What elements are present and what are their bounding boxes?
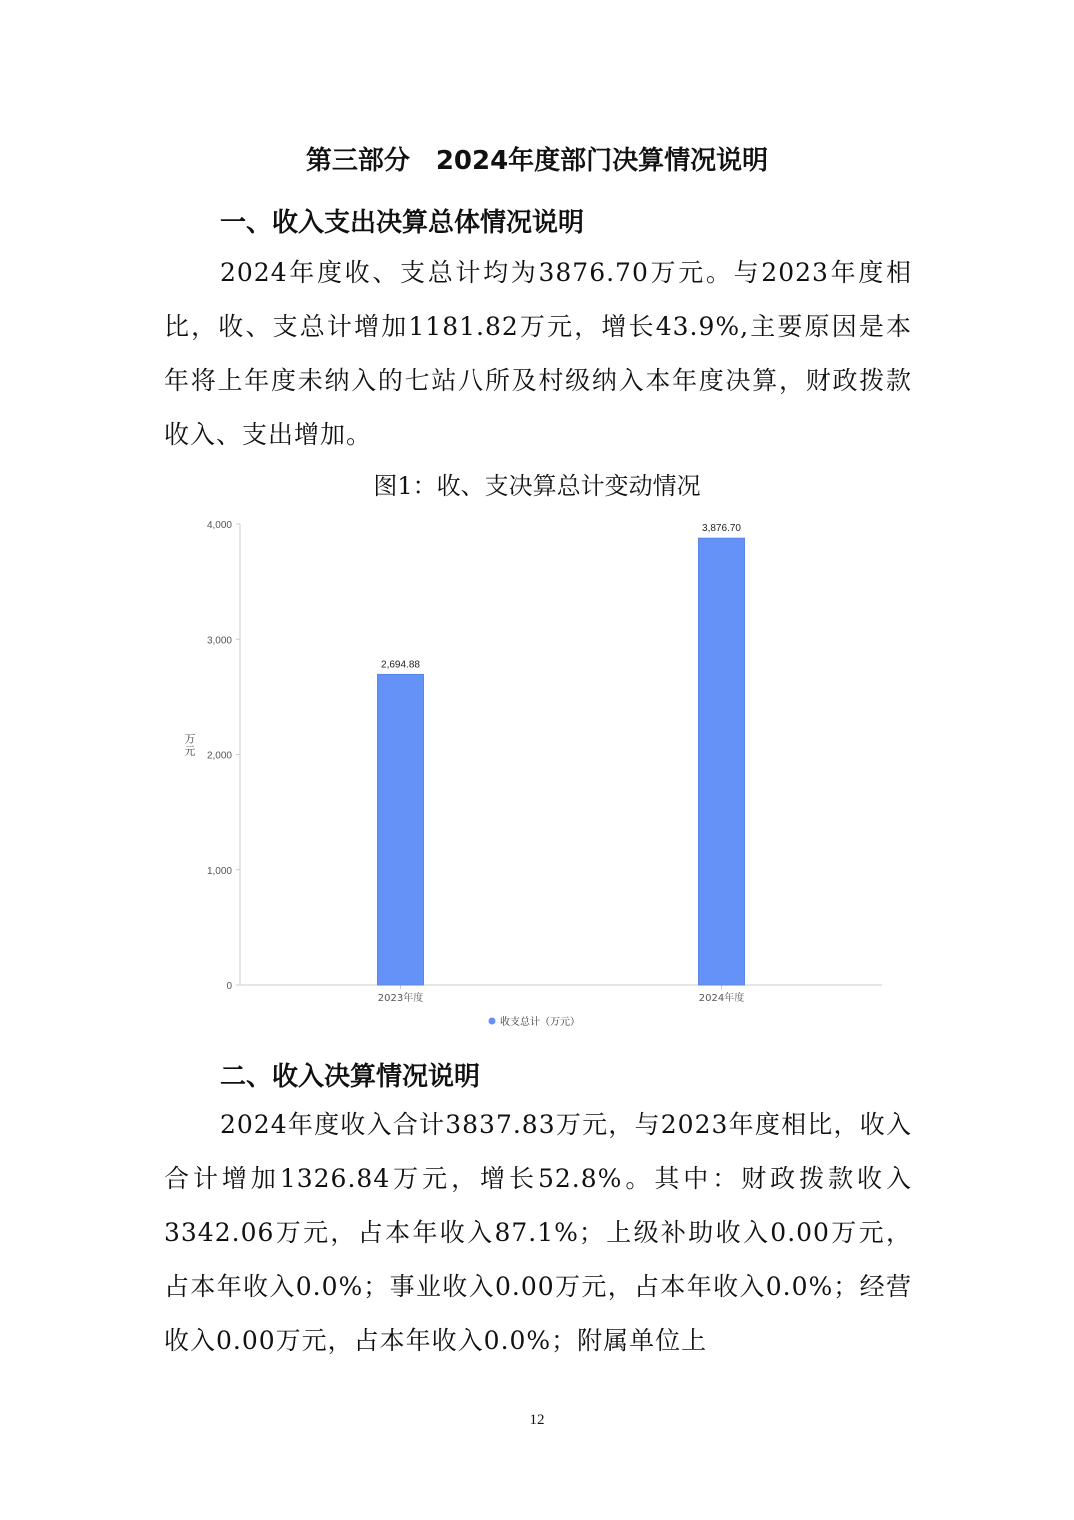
x-tick-label: 2023年度 bbox=[377, 993, 424, 1004]
chart-bars bbox=[378, 523, 745, 985]
bar-chart bbox=[170, 510, 890, 1040]
y-tick-label: 3,000 bbox=[206, 635, 232, 647]
y-tick-label: 2,000 bbox=[206, 750, 232, 762]
y-axis-label: 万元 bbox=[184, 732, 196, 758]
page-number: 12 bbox=[529, 1412, 545, 1428]
section2-paragraph: 2024年度收入合计3837.83万元，与2023年度相比，收入合计增加1326.84万元，增长52.8%。其中：财政拨款收入3342.06万元，占本年收入87.1%；上级补助收入0.00万元，占本年收入0.0%；事业收入0.00万元，占本年收入0.0%；经营收入0.00万元，占本年收入0.0%；附属单位上 bbox=[164, 1110, 912, 1355]
legend-marker bbox=[489, 1018, 496, 1025]
data-label: 2,694.88 bbox=[381, 659, 420, 671]
section1-heading: 一、收入支出决算总体情况说明 bbox=[220, 208, 585, 238]
data-label: 3,876.70 bbox=[702, 523, 741, 535]
y-tick-label: 1,000 bbox=[206, 865, 232, 877]
y-tick-label: 0 bbox=[226, 981, 232, 992]
page-title: 第三部分 2024年度部门决算情况说明 bbox=[305, 146, 769, 176]
legend-label: 收支总计（万元） bbox=[500, 1017, 580, 1028]
bar-2024年度 bbox=[699, 538, 745, 985]
y-tick-label: 4,000 bbox=[206, 520, 232, 531]
bar-2023年度 bbox=[378, 674, 424, 985]
figure-caption: 图1：收、支决算总计变动情况 bbox=[373, 472, 701, 500]
chart-legend bbox=[489, 1015, 581, 1028]
section1-paragraph: 2024年度收、支总计均为3876.70万元。与2023年度相比，收、支总计增加1181.82万元，增长43.9%,主要原因是本年将上年度未纳入的七站八所及村级纳入本年度决算，财政拨款收入、支出增加。 bbox=[164, 258, 912, 449]
chart-axes bbox=[185, 520, 883, 1004]
section2-heading: 二、收入决算情况说明 bbox=[220, 1062, 481, 1092]
x-tick-label: 2024年度 bbox=[698, 993, 745, 1004]
